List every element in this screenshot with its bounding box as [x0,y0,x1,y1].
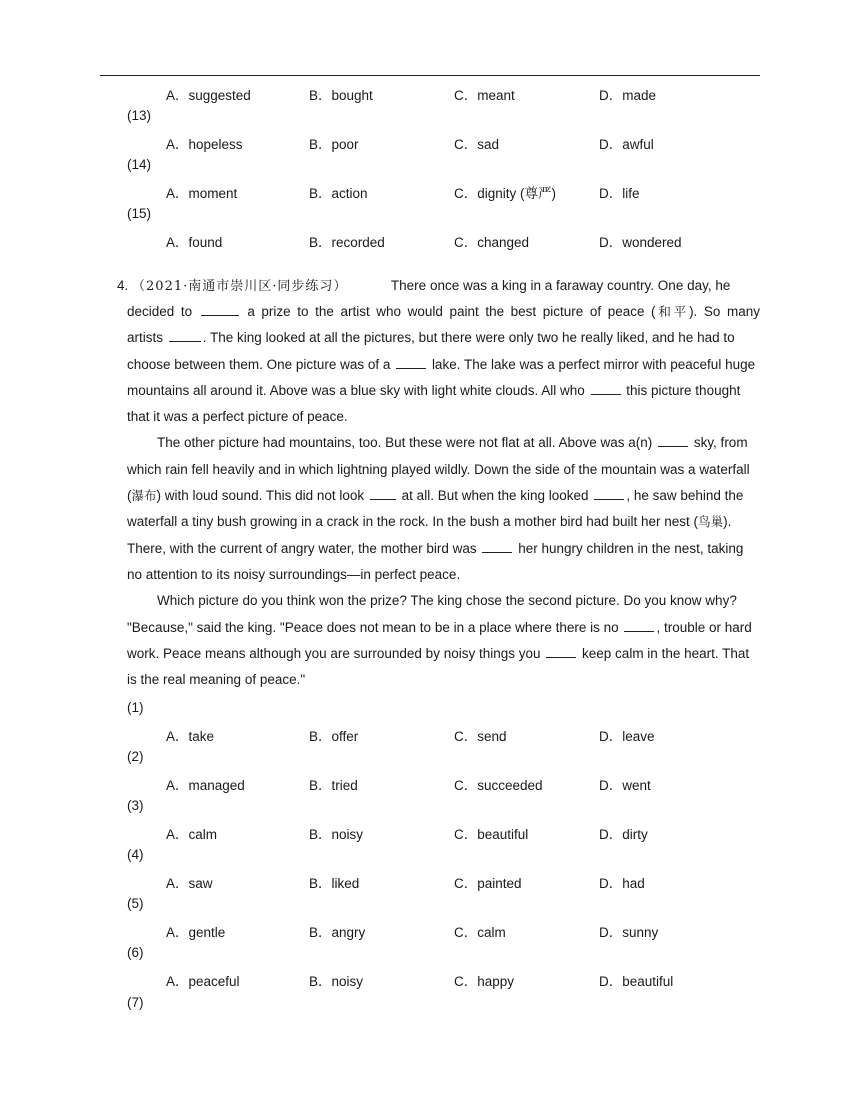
passage-text: ). So many [689,304,760,319]
option-a[interactable]: A．hopeless [166,137,243,152]
option-b[interactable]: B．recorded [309,235,385,250]
passage-text: decided to [127,304,193,319]
passage-text: artists [127,330,164,346]
option-d[interactable]: D．dirty [599,827,648,842]
passage-line [127,325,760,351]
passage-text: There, with the current of angry water, the mother bird was [127,540,477,556]
option-b[interactable]: B．action [309,186,368,201]
option-a[interactable]: A．gentle [166,925,226,940]
passage-line [117,273,760,299]
passage-line [127,667,760,693]
option-b[interactable]: B．offer [309,729,359,744]
question-number: (3) [127,798,144,813]
passage-text: that it was a perfect picture of peace. [127,409,348,425]
passage-text: The other picture had mountains, too. But these were not flat at all. Above was a(n) [157,435,653,451]
passage-line [127,404,760,430]
option-b[interactable]: B．tried [309,778,358,793]
blank-6[interactable] [370,487,396,500]
blank-7[interactable] [594,487,624,500]
problem-number: 4. [117,278,129,293]
passage-line [127,483,760,509]
passage-line [127,509,760,535]
option-a[interactable]: A．calm [166,827,218,842]
header-rule [100,75,760,76]
question-number: (5) [127,896,144,911]
passage-text: , trouble or hard [656,619,752,635]
blank-10[interactable] [546,645,576,658]
passage-line [127,299,760,325]
option-a[interactable]: A．found [166,235,223,250]
passage-line [127,536,760,562]
question-number: (13) [127,108,152,123]
passage-text: her hungry children in the nest, taking [518,540,744,556]
passage-text: 瀑布 [131,488,157,504]
option-c[interactable]: C．sad [454,137,500,152]
option-b[interactable]: B．bought [309,88,373,103]
blank-2[interactable] [169,329,201,342]
option-a[interactable]: A．suggested [166,88,251,103]
passage-text: is the real meaning of peace." [127,672,306,688]
passage-line [127,641,760,667]
option-c[interactable]: C．painted [454,876,522,891]
passage-text: keep calm in the heart. That [582,645,750,661]
blank-4[interactable] [591,382,621,395]
blank-5[interactable] [658,434,688,447]
option-b[interactable]: B．noisy [309,827,364,842]
question-number: (4) [127,847,144,862]
passage-body [127,299,760,693]
passage-text: mountains all around it. Above was a blue sky with light white clouds. All who [127,382,585,398]
option-a[interactable]: A．peaceful [166,974,240,989]
passage-text: . The king looked at all the pictures, but there were only two he really liked, and he had to [202,330,735,346]
question-number: (15) [127,206,152,221]
passage-text: choose between them. One picture was of a [127,356,391,372]
option-d[interactable]: D．wondered [599,235,682,250]
option-b[interactable]: B．noisy [309,974,364,989]
option-c[interactable]: C．send [454,729,507,744]
passage-line [127,378,760,404]
blank-9[interactable] [624,619,654,632]
question-number: (2) [127,749,144,764]
option-c[interactable]: C．happy [454,974,515,989]
passage-line [127,588,760,614]
question-number: (6) [127,945,144,960]
passage-text: , he saw behind the [626,488,744,504]
option-d[interactable]: D．sunny [599,925,659,940]
option-c[interactable]: C．beautiful [454,827,529,842]
passage-text: ( [127,488,132,504]
question-number: (14) [127,157,152,172]
option-b[interactable]: B．angry [309,925,366,940]
passage-text: this picture thought [626,382,741,398]
passage-line [127,615,760,641]
option-a[interactable]: A．take [166,729,215,744]
passage-text: "Because," said the king. "Peace does not mean to be in a place where there is no [127,619,619,635]
blank-8[interactable] [482,540,512,553]
option-d[interactable]: D．leave [599,729,655,744]
option-c[interactable]: C．calm [454,925,506,940]
passage-text: no attention to its noisy surroundings—in perfect peace. [127,566,461,582]
passage-text: 和平 [655,304,690,319]
option-d[interactable]: D．awful [599,137,654,152]
option-a[interactable]: A．saw [166,876,213,891]
option-d[interactable]: D．beautiful [599,974,674,989]
option-d[interactable]: D．went [599,778,651,793]
option-c[interactable]: C．meant [454,88,515,103]
passage-text: a prize to the artist who would paint the best picture of peace ( [247,304,656,319]
passage-text: sky, from [693,435,748,451]
passage-text: ). [723,514,732,530]
option-a[interactable]: A．moment [166,186,238,201]
passage [117,273,760,299]
blank-3[interactable] [396,356,426,369]
passage-text: which rain fell heavily and in which lightning played wildly. Down the side of the mountain was a waterfall [127,461,750,477]
option-b[interactable]: B．liked [309,876,360,891]
passage-text: 鸟巢 [698,514,724,530]
problem-source: （2021·南通市崇川区·同步练习） [132,279,348,294]
option-a[interactable]: A．managed [166,778,245,793]
passage-text: There once was a king in a faraway country. One day, he [390,278,731,293]
blank-1[interactable] [201,303,239,316]
passage-text: Which picture do you think won the prize? The king chose the second picture. Do you know why? [157,593,737,609]
option-c[interactable]: C．dignity (尊严) [454,186,557,201]
passage-text: work. Peace means although you are surrounded by noisy things you [127,645,541,661]
passage-text: lake. The lake was a perfect mirror with peaceful huge [431,356,756,372]
option-b[interactable]: B．poor [309,137,359,152]
option-c[interactable]: C．succeeded [454,778,543,793]
passage-line [127,457,760,483]
option-d[interactable]: D．made [599,88,657,103]
question-number: (7) [127,995,144,1010]
passage-line [127,352,760,378]
option-c[interactable]: C．changed [454,235,530,250]
passage-text: at all. But when the king looked [401,488,589,504]
option-d[interactable]: D．had [599,876,645,891]
question-number: (1) [127,700,144,715]
passage-text: waterfall a tiny bush growing in a crack in the rock. In the bush a mother bird had built her nest ( [127,514,699,530]
option-d[interactable]: D．life [599,186,640,201]
passage-line [127,562,760,588]
passage-text: ) with loud sound. This did not look [156,488,365,504]
passage-line [127,430,760,456]
